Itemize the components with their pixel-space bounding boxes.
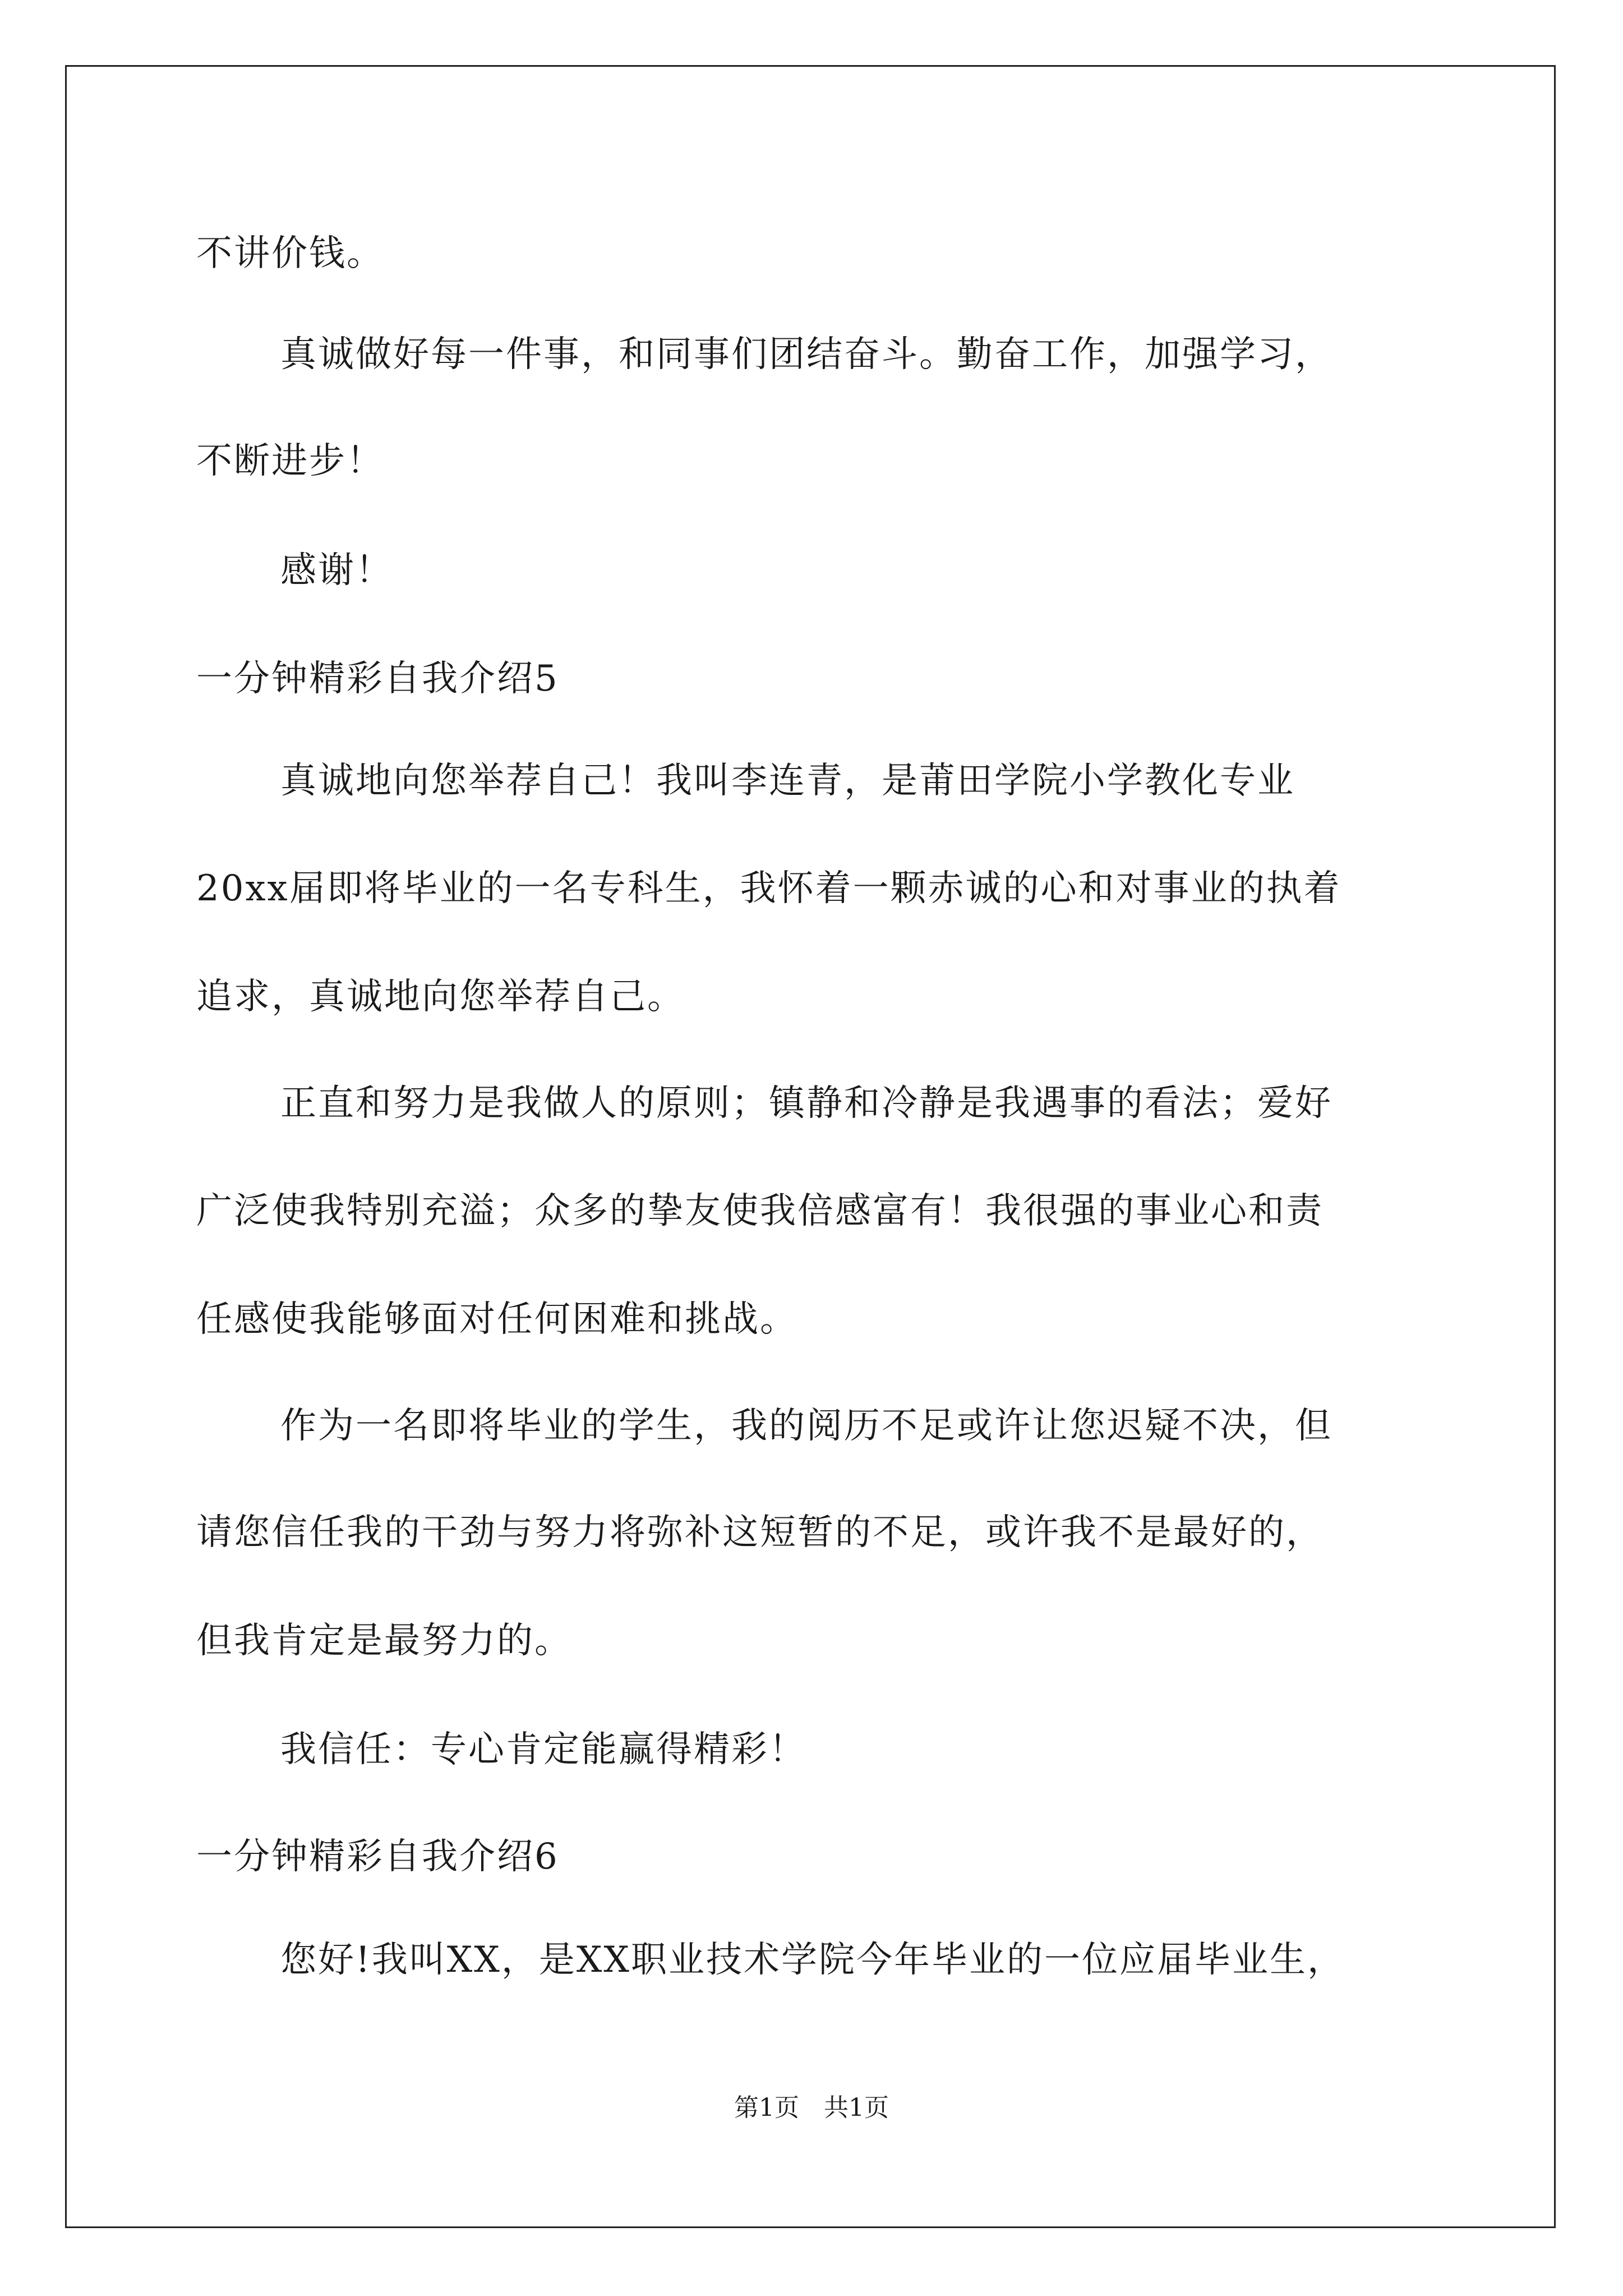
body-line: 正直和努力是我做人的原则；镇静和冷静是我遇事的看法；爱好 [280, 1083, 1332, 1124]
page-border [65, 65, 1556, 2228]
body-line: 感谢！ [280, 550, 393, 591]
body-line: 真诚做好每一件事，和同事们团结奋斗。勤奋工作，加强学习， [280, 334, 1332, 375]
body-line: 请您信任我的干劲与努力将弥补这短暂的不足，或许我不是最好的， [196, 1512, 1324, 1553]
page-number: 第1页 共1页 [734, 2093, 889, 2122]
body-line: 不断进步！ [196, 440, 384, 482]
section-heading: 一分钟精彩自我介绍5 [196, 658, 559, 700]
body-line: 作为一名即将毕业的学生，我的阅历不足或许让您迟疑不决，但 [280, 1405, 1332, 1447]
body-line: 但我肯定是最努力的。 [196, 1620, 572, 1662]
body-line: 真诚地向您举荐自己！我叫李连青，是莆田学院小学教化专业 [280, 760, 1295, 802]
body-line: 20xx届即将毕业的一名专科生，我怀着一颗赤诚的心和对事业的执着 [196, 868, 1341, 909]
body-line: 您好!我叫XX，是XX职业技术学院今年毕业的一位应届毕业生， [280, 1939, 1345, 1981]
body-line: 我信任：专心肯定能赢得精彩！ [280, 1729, 806, 1770]
body-line: 任感使我能够面对任何困难和挑战。 [196, 1299, 797, 1340]
body-line: 广泛使我特别充溢；众多的挚友使我倍感富有！我很强的事业心和责 [196, 1190, 1324, 1232]
section-heading: 一分钟精彩自我介绍6 [196, 1836, 559, 1878]
body-line: 不讲价钱。 [196, 233, 384, 274]
body-line: 追求，真诚地向您举荐自己。 [196, 976, 685, 1018]
